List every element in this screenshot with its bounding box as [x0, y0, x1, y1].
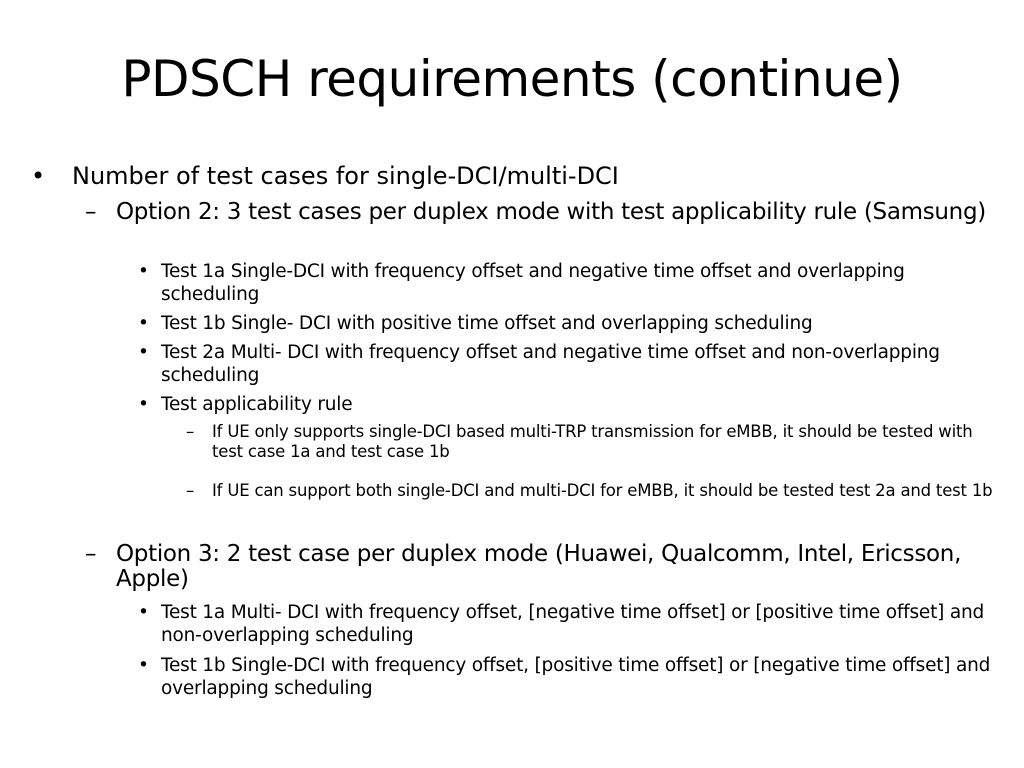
bullet-icon: • — [31, 162, 46, 190]
dash-icon: – — [85, 199, 97, 225]
bullet-text: Test 1b Single- DCI with positive time offset and overlapping scheduling — [161, 313, 813, 334]
dash-icon: – — [85, 541, 97, 567]
bullet-text: Test 1a Multi- DCI with frequency offset, [negative time offset] or [positive time offset] and non-overlapping scheduling — [161, 602, 985, 646]
bullet-text: Option 3: 2 test case per duplex mode (Huawei, Qualcomm, Intel, Ericsson, Apple) — [116, 541, 962, 592]
bullet-icon: • — [138, 602, 149, 623]
bullet-icon: • — [138, 394, 149, 415]
slide-title: PDSCH requirements (continue) — [121, 50, 903, 108]
bullet-text: Test 1a Single-DCI with frequency offset and negative time offset and overlapping scheduling — [161, 261, 905, 305]
bullet-icon: • — [138, 342, 149, 363]
bullet-icon: • — [138, 261, 149, 282]
bullet-text: If UE can support both single-DCI and multi-DCI for eMBB, it should be tested test 2a and test 1b — [212, 481, 993, 500]
dash-icon: – — [186, 481, 195, 500]
bullet-text: Test applicability rule — [161, 394, 353, 415]
bullet-text: Number of test cases for single-DCI/multi-DCI — [72, 162, 619, 190]
bullet-text: Option 2: 3 test cases per duplex mode with test applicability rule (Samsung) — [116, 199, 986, 225]
bullet-text: Test 2a Multi- DCI with frequency offset and negative time offset and non-overlapping scheduling — [161, 342, 940, 386]
bullet-icon: • — [138, 313, 149, 334]
bullet-text: If UE only supports single-DCI based multi-TRP transmission for eMBB, it should be tested with test case 1a and test case 1b — [212, 422, 973, 461]
bullet-icon: • — [138, 655, 149, 676]
bullet-text: Test 1b Single-DCI with frequency offset, [positive time offset] or [negative time offset] and overlapping scheduling — [161, 655, 991, 699]
dash-icon: – — [186, 422, 195, 441]
